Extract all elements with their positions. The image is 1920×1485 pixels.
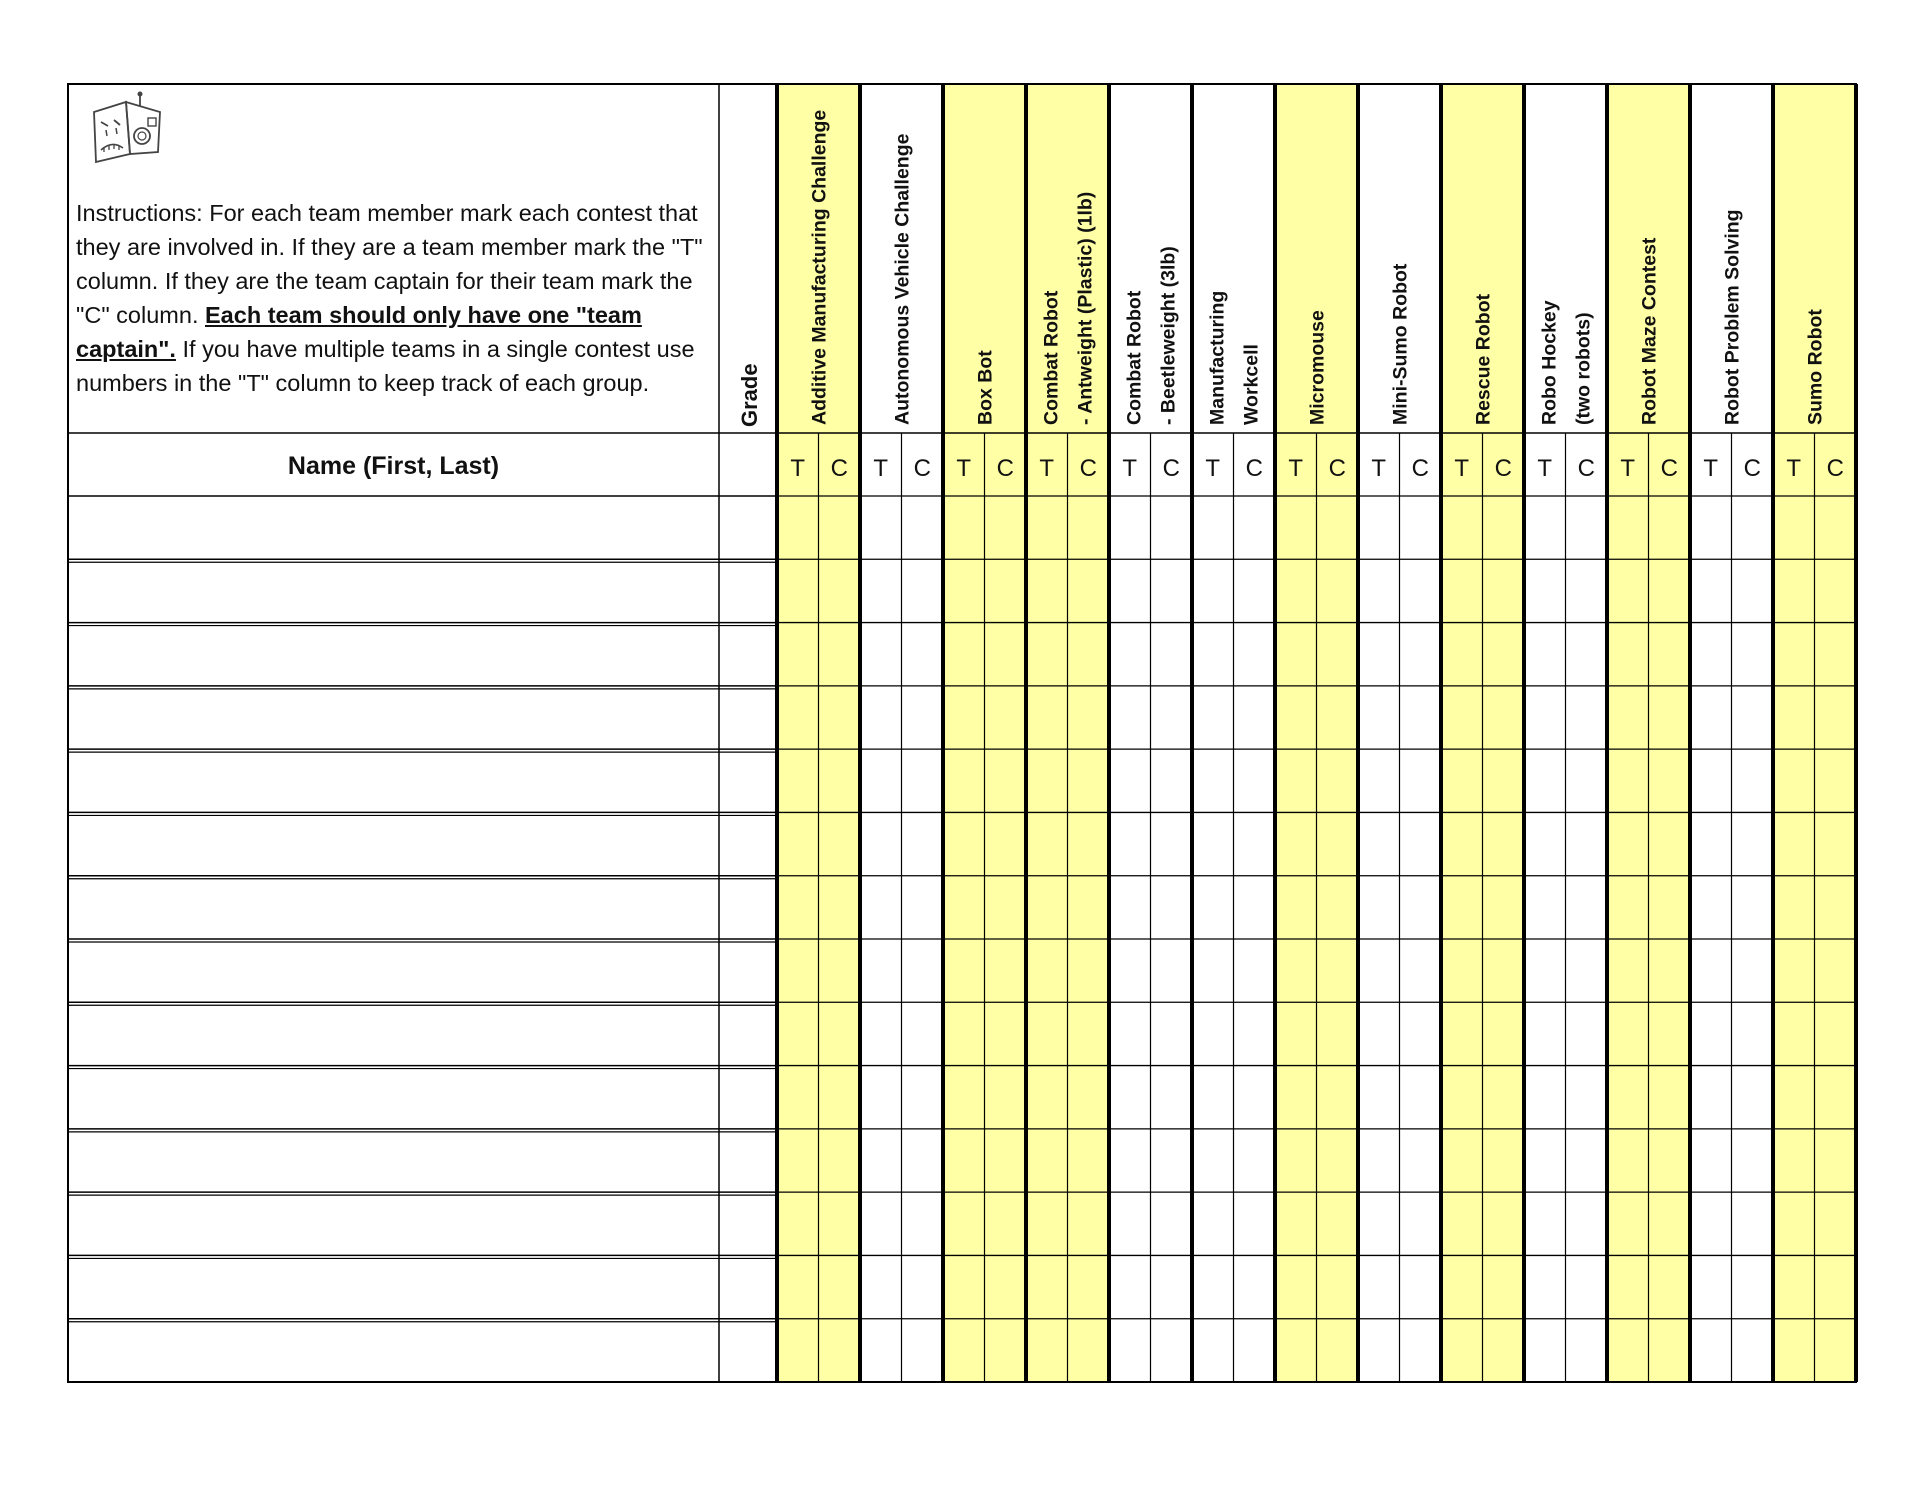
name-entry-cell[interactable]: [70, 1196, 717, 1253]
team-column-label: T: [1620, 455, 1636, 482]
captain-column-label: C: [830, 455, 848, 482]
captain-column-label: C: [1660, 455, 1678, 482]
captain-column-label: C: [1162, 455, 1180, 482]
team-column-label: T: [873, 455, 889, 482]
contest-label: Manufacturing: [1206, 290, 1229, 425]
team-column-label: T: [1786, 455, 1802, 482]
team-column-label: T: [1703, 455, 1719, 482]
grade-header: Grade: [737, 363, 762, 427]
name-entry-cell[interactable]: [70, 1259, 717, 1316]
team-column-label: T: [1039, 455, 1055, 482]
contest-label: Combat Robot: [1123, 290, 1146, 425]
grade-entry-cell[interactable]: [721, 1006, 775, 1063]
team-column-label: T: [1371, 455, 1387, 482]
captain-column-label: C: [996, 455, 1014, 482]
grade-entry-cell[interactable]: [721, 1070, 775, 1127]
contest-label: Robo Hockey: [1538, 300, 1561, 425]
captain-column-label: C: [1743, 455, 1761, 482]
grade-entry-cell[interactable]: [721, 627, 775, 684]
contest-label: (two robots): [1572, 312, 1595, 425]
name-entry-cell[interactable]: [70, 1070, 717, 1127]
name-entry-cell[interactable]: [70, 563, 717, 620]
name-entry-cell[interactable]: [70, 943, 717, 1000]
contest-label: Robot Maze Contest: [1638, 237, 1661, 425]
name-entry-cell[interactable]: [70, 690, 717, 747]
captain-column-label: C: [1245, 455, 1263, 482]
captain-column-label: C: [913, 455, 931, 482]
grade-entry-cell[interactable]: [721, 690, 775, 747]
grade-entry-cell[interactable]: [721, 500, 775, 557]
contest-label: Robot Problem Solving: [1721, 209, 1744, 425]
captain-column-label: C: [1494, 455, 1512, 482]
contest-label: Mini-Sumo Robot: [1389, 263, 1412, 425]
contest-label: Combat Robot: [1040, 290, 1063, 425]
team-column-label: T: [1205, 455, 1221, 482]
captain-column-label: C: [1577, 455, 1595, 482]
grade-entry-cell[interactable]: [721, 1133, 775, 1190]
team-column-label: T: [1537, 455, 1553, 482]
name-header: Name (First, Last): [287, 452, 500, 480]
team-column-label: T: [1288, 455, 1304, 482]
team-column-label: T: [956, 455, 972, 482]
team-column-label: T: [1122, 455, 1138, 482]
grade-entry-cell[interactable]: [721, 753, 775, 810]
captain-column-label: C: [1328, 455, 1346, 482]
contest-label: Rescue Robot: [1472, 293, 1495, 425]
name-entry-cell[interactable]: [70, 1323, 717, 1380]
team-column-label: T: [1454, 455, 1470, 482]
grade-entry-cell[interactable]: [721, 816, 775, 873]
name-entry-cell[interactable]: [70, 1006, 717, 1063]
contest-label: Sumo Robot: [1804, 309, 1827, 425]
contest-label: Autonomous Vehicle Challenge: [891, 133, 914, 425]
captain-column-label: C: [1411, 455, 1429, 482]
captain-column-label: C: [1079, 455, 1097, 482]
grade-entry-cell[interactable]: [721, 1196, 775, 1253]
instructions-part-2: If you have multiple teams in a single contest use numbers in the "T" column to keep track of each group.: [76, 336, 695, 396]
name-entry-cell[interactable]: [70, 753, 717, 810]
grade-entry-cell[interactable]: [721, 943, 775, 1000]
name-entry-cell[interactable]: [70, 1133, 717, 1190]
robot-head-icon: [94, 92, 160, 163]
name-entry-cell[interactable]: [70, 627, 717, 684]
grade-entry-cell[interactable]: [721, 1323, 775, 1380]
contest-label: - Antweight (Plastic) (1lb): [1074, 191, 1097, 425]
name-entry-cell[interactable]: [70, 880, 717, 937]
contest-label: Additive Manufacturing Challenge: [808, 109, 831, 425]
grade-entry-cell[interactable]: [721, 1259, 775, 1316]
instructions-emphasis: Each team should only have one "team captain".: [76, 302, 642, 362]
contest-label: Micromouse: [1306, 310, 1329, 425]
instructions-part-1: Instructions: For each team member mark each contest that they are involved in. If they are a team member mark the "T" column. If they are the team captain for their team mark the "C" column.: [76, 200, 703, 328]
contest-label: Workcell: [1240, 344, 1263, 425]
team-column-label: T: [790, 455, 806, 482]
contest-label: - Beetleweight (3lb): [1157, 246, 1180, 425]
contest-label: Box Bot: [974, 350, 997, 425]
name-entry-cell[interactable]: [70, 816, 717, 873]
name-entry-cell[interactable]: [70, 500, 717, 557]
captain-column-label: C: [1826, 455, 1844, 482]
grade-entry-cell[interactable]: [721, 880, 775, 937]
grade-entry-cell[interactable]: [721, 563, 775, 620]
